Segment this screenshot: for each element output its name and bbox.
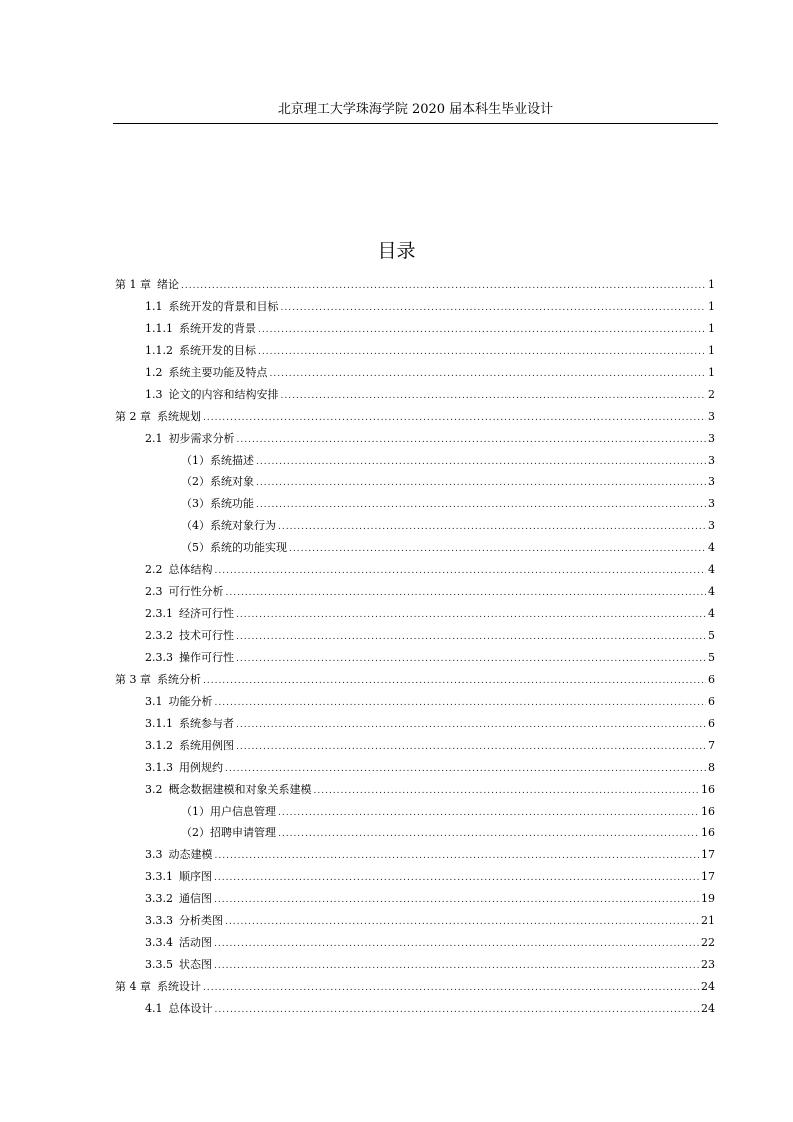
dot-leader [256, 495, 706, 517]
toc-entry-number: 1.1 [145, 299, 163, 313]
toc-entry-number: 第 3 章 [115, 672, 151, 686]
toc-entry-page-number: 1 [708, 365, 715, 379]
toc-entry-number: 3.3.5 [145, 958, 173, 972]
toc-entry-page-number: 1 [708, 343, 715, 357]
toc-entry-label: （2）招聘申请管理 [181, 826, 276, 840]
toc-entry-label: （4）系统对象行为 [181, 519, 276, 533]
toc-entry-page-number: 1 [708, 299, 715, 313]
toc-entry-label: 系统分析 [157, 672, 201, 686]
toc-entry-page-number: 5 [708, 629, 715, 642]
toc-entry-label: 总体结构 [168, 563, 213, 577]
toc-entry-label: 系统开发的背景和目标 [168, 299, 279, 313]
dot-leader [214, 956, 699, 978]
toc-entry-label: 通信图 [179, 892, 212, 906]
toc-entry-number: 3.3 [145, 848, 163, 862]
toc-entry[interactable] [113, 866, 718, 888]
toc-entry-label: 系统设计 [157, 980, 201, 993]
toc-entry[interactable] [113, 559, 718, 581]
dot-leader [258, 342, 706, 364]
toc-entry[interactable] [113, 428, 718, 450]
toc-entry-label: 系统主要功能及特点 [168, 365, 268, 379]
toc-entry[interactable] [113, 625, 718, 647]
toc-entry-number: 2.1 [145, 431, 163, 445]
toc-entry-page-number: 16 [701, 826, 715, 840]
toc-entry-page-number: 16 [701, 782, 715, 796]
toc-entry-number: 1.1.2 [145, 343, 173, 357]
toc-entry[interactable] [113, 779, 718, 801]
dot-leader [214, 934, 699, 956]
toc-entry[interactable] [113, 910, 718, 932]
toc-entry[interactable] [113, 801, 718, 823]
dot-leader [236, 605, 706, 627]
toc-entry-page-number: 3 [708, 453, 715, 467]
toc-entry[interactable] [113, 735, 718, 757]
toc-entry-page-number: 6 [708, 672, 715, 686]
toc-entry-number: 3.3.1 [145, 870, 173, 884]
dot-leader [314, 781, 700, 803]
toc-entry[interactable] [113, 340, 718, 362]
toc-entry[interactable] [113, 493, 718, 515]
toc-entry-page-number: 3 [708, 475, 715, 489]
toc-entry[interactable] [113, 296, 718, 318]
toc-entry-number: 4.1 [145, 1001, 163, 1015]
toc-entry-page-number: 3 [708, 431, 715, 445]
dot-leader [281, 298, 707, 320]
toc-entry-label: 绪论 [157, 278, 179, 291]
toc-entry-label: 分析类图 [179, 914, 223, 928]
toc-entry-label: 技术可行性 [179, 629, 234, 642]
toc-entry-label: 可行性分析 [168, 585, 224, 599]
toc-entry-page-number: 1 [708, 321, 715, 335]
dot-leader [256, 452, 706, 474]
dot-leader [237, 430, 707, 452]
toc-entry-page-number: 4 [708, 563, 715, 577]
dot-leader [236, 627, 706, 649]
toc-entry[interactable] [113, 713, 718, 735]
toc-entry-label: 总体设计 [168, 1001, 213, 1015]
toc-entry-number: 2.3.3 [145, 650, 173, 664]
dot-leader [203, 671, 706, 693]
toc-entry-page-number: 17 [701, 848, 715, 862]
toc-entry[interactable] [113, 844, 718, 866]
toc-entry-page-number: 16 [701, 804, 715, 818]
toc-entry[interactable] [113, 318, 718, 340]
toc-entry-label: 经济可行性 [179, 607, 234, 621]
toc-entry-page-number: 24 [701, 1001, 715, 1015]
toc-entry-number: 1.3 [145, 387, 163, 401]
toc-entry-page-number: 3 [708, 497, 715, 511]
toc-entry-page-number: 22 [701, 936, 715, 950]
toc-entry-label: 系统开发的背景 [179, 321, 256, 335]
toc-entry[interactable] [113, 954, 718, 976]
toc-entry-number: 2.3 [145, 585, 163, 599]
toc-entry-label: （5）系统的功能实现 [181, 541, 287, 555]
dot-leader [203, 978, 699, 1000]
toc-entry-number: 3.3.4 [145, 936, 173, 950]
toc-entry-page-number: 23 [701, 958, 715, 972]
dot-leader [203, 408, 706, 430]
toc-entry[interactable] [113, 691, 718, 713]
toc-entry[interactable] [113, 669, 718, 691]
toc-entry-label: 动态建模 [168, 848, 213, 862]
toc-entry-label: 顺序图 [179, 870, 212, 884]
toc-entry[interactable] [113, 362, 718, 384]
toc-entry-label: （2）系统对象 [181, 475, 254, 489]
toc-entry-number: 3.1.1 [145, 716, 173, 730]
toc-entry[interactable] [113, 932, 718, 954]
toc-entry-number: 2.2 [145, 563, 163, 577]
dot-leader [278, 803, 699, 825]
toc-entry-page-number: 17 [701, 870, 715, 884]
toc-entry-page-number: 7 [708, 738, 715, 752]
toc-entry[interactable] [113, 998, 718, 1020]
toc-entry-number: 第 1 章 [115, 278, 151, 291]
toc-entry-label: 系统用例图 [179, 738, 234, 752]
dot-leader [281, 386, 707, 408]
dot-leader [258, 320, 706, 342]
toc-entry-number: 3.1.2 [145, 738, 173, 752]
toc-entry-number: 2.3.2 [145, 629, 173, 642]
dot-leader [278, 517, 706, 539]
toc-title: 目录 [377, 240, 416, 262]
toc-entry-number: 第 2 章 [115, 409, 151, 423]
toc-entry-page-number: 19 [701, 892, 715, 906]
toc-entry-number: 第 4 章 [115, 980, 151, 993]
toc-entry-page-number: 4 [708, 541, 715, 555]
dot-leader [225, 759, 706, 781]
toc-entry-label: 论文的内容和结构安排 [168, 387, 279, 401]
toc-entry-number: 3.3.2 [145, 892, 173, 906]
toc-entry-page-number: 3 [708, 519, 715, 533]
dot-leader [278, 824, 699, 846]
toc-entry-page-number: 4 [708, 607, 715, 621]
toc-entry-page-number: 1 [708, 278, 715, 291]
page-header [113, 101, 718, 124]
toc-entry-number: 3.2 [145, 782, 163, 796]
dot-leader [225, 912, 699, 934]
toc-entry-label: 功能分析 [168, 694, 213, 708]
toc-entry[interactable] [113, 515, 718, 537]
toc-entry[interactable] [113, 384, 718, 406]
toc-entry-label: 概念数据建模和对象关系建模 [168, 782, 312, 796]
dot-leader [226, 583, 707, 605]
toc-entry-number: 2.3.1 [145, 607, 173, 621]
toc-entry[interactable] [113, 581, 718, 603]
toc-entry-page-number: 8 [708, 760, 715, 774]
toc-entry-page-number: 24 [701, 980, 715, 993]
dot-leader [215, 1000, 700, 1022]
dot-leader [215, 846, 700, 868]
toc-entry[interactable] [113, 450, 718, 472]
dot-leader [215, 561, 707, 583]
toc-entry-label: 系统规划 [157, 409, 201, 423]
header-text: 北京理工大学珠海学院 2020 届本科生毕业设计 [277, 102, 554, 117]
dot-leader [236, 649, 706, 671]
toc-entry-number: 1.1.1 [145, 321, 173, 335]
toc-entry[interactable] [113, 976, 718, 998]
toc-entry-label: 系统开发的目标 [179, 343, 256, 357]
toc-entry-label: 系统参与者 [179, 716, 234, 730]
toc-entry-label: （1）用户信息管理 [181, 804, 276, 818]
toc-entry-page-number: 6 [708, 716, 715, 730]
dot-leader [289, 539, 706, 561]
toc-entry-number: 3.1.3 [145, 760, 173, 774]
toc-entry-label: 用例规约 [179, 760, 223, 774]
dot-leader [215, 693, 707, 715]
toc-entry-number: 1.2 [145, 365, 163, 379]
toc-entry-label: （1）系统描述 [181, 453, 254, 467]
toc-entry-label: 初步需求分析 [168, 431, 235, 445]
toc-entry[interactable] [113, 822, 718, 844]
toc-entry[interactable] [113, 603, 718, 625]
table-of-contents [113, 274, 718, 1020]
toc-entry[interactable] [113, 757, 718, 779]
toc-entry[interactable] [113, 537, 718, 559]
toc-entry-label: 状态图 [179, 958, 212, 972]
toc-entry-page-number: 2 [708, 387, 715, 401]
toc-entry-number: 3.1 [145, 694, 163, 708]
toc-entry-number: 3.3.3 [145, 914, 173, 928]
toc-entry-label: 活动图 [179, 936, 212, 950]
toc-entry-page-number: 21 [701, 914, 715, 928]
toc-entry-page-number: 5 [708, 650, 715, 664]
toc-entry-page-number: 6 [708, 694, 715, 708]
toc-entry-label: 操作可行性 [179, 650, 234, 664]
toc-entry[interactable] [113, 471, 718, 493]
dot-leader [236, 715, 706, 737]
toc-entry-page-number: 4 [708, 585, 715, 599]
dot-leader [256, 473, 706, 495]
dot-leader [214, 868, 699, 890]
toc-entry[interactable] [113, 888, 718, 910]
dot-leader [214, 890, 699, 912]
dot-leader [181, 276, 706, 298]
dot-leader [236, 737, 706, 759]
dot-leader [270, 364, 707, 386]
toc-entry-label: （3）系统功能 [181, 497, 254, 511]
toc-entry[interactable] [113, 274, 718, 296]
toc-entry-page-number: 3 [708, 409, 715, 423]
toc-entry[interactable] [113, 647, 718, 669]
toc-entry[interactable] [113, 406, 718, 428]
